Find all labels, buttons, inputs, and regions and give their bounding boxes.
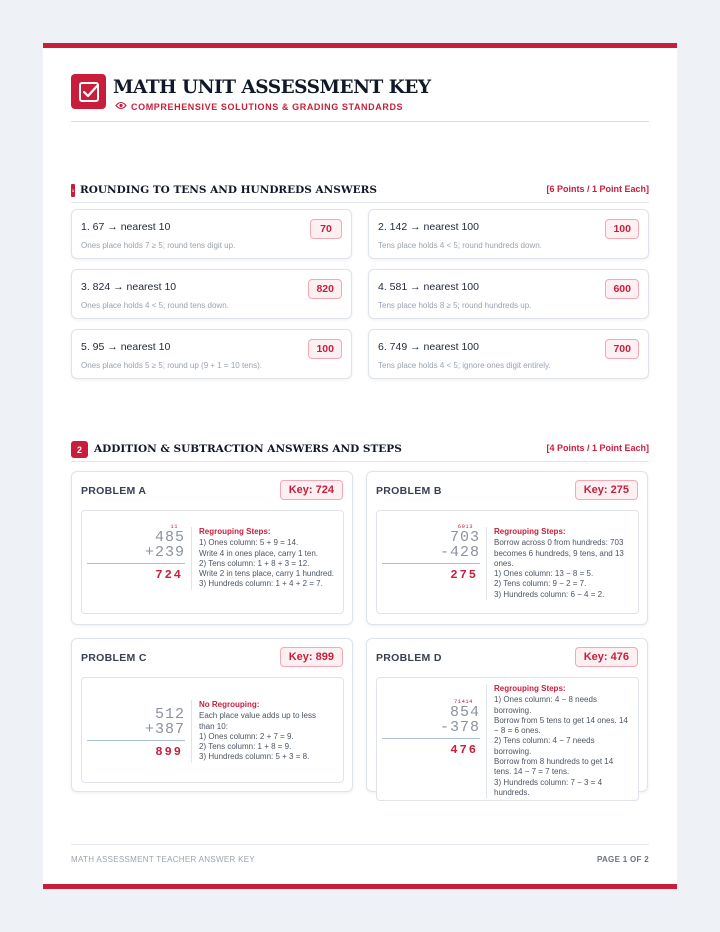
- rounding-question: 5. 95 → nearest 10: [81, 341, 171, 353]
- rounding-question: 6. 749 → nearest 100: [378, 341, 479, 353]
- answer-key-badge: Key: 275: [575, 480, 638, 500]
- result-number: 275: [450, 568, 478, 582]
- answer-pill: 820: [308, 279, 342, 299]
- footer-label: MATH ASSESSMENT TEACHER ANSWER KEY: [71, 855, 256, 864]
- page-subtitle: [115, 101, 403, 112]
- step-line: 3) Hundreds column: 7 − 3 = 4 hundreds.: [494, 777, 603, 797]
- rounding-note: Tens place holds 8 ≥ 5; round hundreds up.: [378, 301, 532, 310]
- step-line: Borrow across 0 from hundreds: 703 becomes 6 hundreds, 9 tens, and 13 ones.: [494, 538, 624, 568]
- problem-title: PROBLEM C: [81, 652, 147, 664]
- difference-line: [382, 563, 480, 564]
- result-number: 899: [155, 745, 183, 759]
- top-number: 854: [449, 704, 480, 721]
- rounding-note: Ones place holds 4 < 5; round tens down.: [81, 301, 229, 310]
- steps-text: [191, 527, 339, 590]
- eye-icon: [115, 101, 127, 112]
- rounding-note: Tens place holds 4 < 5; round hundreds down.: [378, 241, 542, 250]
- answer-key-badge: Key: 724: [280, 480, 343, 500]
- rounding-note: Ones place holds 7 ≥ 5; round tens digit up.: [81, 241, 236, 250]
- problem-card-a: [71, 471, 353, 625]
- step-line: 1) Ones column: 13 − 8 = 5.: [494, 569, 594, 579]
- borrow-digits: 6913: [457, 523, 473, 530]
- rounding-question: 1. 67 → nearest 10: [81, 221, 171, 233]
- step-line: Write 2 in tens place, carry 1 hundred.: [199, 569, 335, 579]
- rounding-note: Tens place holds 4 < 5; ignore ones digit entirely.: [378, 361, 551, 370]
- answer-pill: 100: [308, 339, 342, 359]
- steps-text: [191, 700, 321, 763]
- steps-heading: Regrouping Steps:: [494, 684, 566, 693]
- section-2-header: [71, 442, 649, 462]
- vertical-computation: [87, 707, 185, 758]
- sum-line: [87, 740, 185, 741]
- rounding-question: 2. 142 → nearest 100: [378, 221, 479, 233]
- problem-card-b: [366, 471, 648, 625]
- vertical-computation: [87, 523, 185, 581]
- step-line: 2) Tens column: 1 + 8 + 3 = 12.: [199, 558, 310, 568]
- vertical-computation: [382, 698, 480, 756]
- rounding-question: 4. 581 → nearest 100: [378, 281, 479, 293]
- answer-pill: 100: [605, 219, 639, 239]
- answer-key-badge: Key: 476: [575, 647, 638, 667]
- answer-pill: 700: [605, 339, 639, 359]
- steps-text: [486, 527, 634, 600]
- page-number: PAGE 1 OF 2: [596, 855, 649, 864]
- solution-box: [376, 677, 639, 801]
- bottom-number: -428: [439, 544, 480, 561]
- solution-box: [81, 677, 344, 783]
- subtitle-text: COMPREHENSIVE SOLUTIONS & GRADING STANDARDS: [131, 101, 404, 112]
- steps-heading: Regrouping Steps:: [494, 527, 566, 536]
- top-number: 485: [154, 529, 185, 546]
- bottom-number: -378: [439, 719, 480, 736]
- solution-box: [376, 510, 639, 614]
- rounding-card-2: [368, 209, 649, 259]
- section-2-title: ADDITION & SUBTRACTION ANSWERS AND STEPS: [94, 443, 402, 455]
- rounding-card-1: [71, 209, 352, 259]
- problem-title: PROBLEM B: [376, 485, 442, 497]
- step-line: 1) Ones column: 2 + 7 = 9.: [199, 731, 294, 741]
- borrow-digits: 71414: [453, 698, 473, 705]
- difference-line: [382, 738, 480, 739]
- bottom-number: +387: [144, 721, 185, 738]
- problem-card-d: [366, 638, 648, 797]
- rounding-card-5: [71, 329, 352, 379]
- step-line: Borrow from 8 hundreds to get 14 tens. 14 − 7 = 7 tens.: [494, 757, 614, 777]
- section-1-title: ROUNDING TO TENS AND HUNDREDS ANSWERS: [80, 184, 377, 196]
- section-2-number: 2: [71, 441, 88, 458]
- sum-line: [87, 563, 185, 564]
- checkbox-check-icon: [71, 74, 106, 109]
- step-line: Each place value adds up to less than 10:: [199, 711, 316, 731]
- problem-card-c: [71, 638, 353, 792]
- page-footer: [71, 844, 649, 864]
- result-number: 476: [450, 743, 478, 757]
- step-line: 3) Hundreds column: 5 + 3 = 8.: [199, 752, 310, 762]
- answer-key-page: [43, 43, 677, 889]
- step-line: 1) Ones column: 4 − 8 needs borrowing.: [494, 695, 597, 715]
- step-line: 1) Ones column: 5 + 9 = 14.: [199, 538, 299, 548]
- problem-title: PROBLEM A: [81, 485, 147, 497]
- answer-pill: 600: [605, 279, 639, 299]
- step-line: 2) Tens column: 9 − 2 = 7.: [494, 579, 587, 589]
- section-1-header: [71, 183, 649, 203]
- rounding-card-3: [71, 269, 352, 319]
- top-number: 512: [154, 706, 185, 723]
- steps-heading: No Regrouping:: [199, 700, 260, 709]
- bottom-number: +239: [144, 544, 185, 561]
- step-line: Write 4 in ones place, carry 1 ten.: [199, 548, 319, 558]
- rounding-card-6: [368, 329, 649, 379]
- step-line: 3) Hundreds column: 6 − 4 = 2.: [494, 589, 605, 599]
- step-line: 2) Tens column: 1 + 8 = 9.: [199, 742, 292, 752]
- section-1-number: 1: [71, 184, 75, 197]
- answer-key-badge: Key: 899: [280, 647, 343, 667]
- steps-heading: Regrouping Steps:: [199, 527, 271, 536]
- step-line: 2) Tens column: 4 − 7 needs borrowing.: [494, 736, 595, 756]
- page-title: MATH UNIT ASSESSMENT KEY: [113, 77, 431, 98]
- steps-text: [486, 684, 629, 798]
- step-line: Borrow from 5 tens to get 14 ones. 14 − 8 = 6 ones.: [494, 715, 628, 736]
- answer-pill: 70: [310, 219, 342, 239]
- rounding-card-4: [368, 269, 649, 319]
- problem-title: PROBLEM D: [376, 652, 442, 664]
- rounding-question: 3. 824 → nearest 10: [81, 281, 177, 293]
- section-2-points: [4 Points / 1 Point Each]: [546, 443, 649, 453]
- top-number: 703: [449, 529, 480, 546]
- step-line: 3) Hundreds column: 1 + 4 + 2 = 7.: [199, 579, 323, 589]
- section-1-points: [6 Points / 1 Point Each]: [546, 184, 649, 194]
- result-number: 724: [155, 568, 183, 582]
- vertical-computation: [382, 523, 480, 581]
- carry-digits: 11: [170, 523, 178, 530]
- rounding-note: Ones place holds 5 ≥ 5; round up (9 + 1 = 10 tens).: [81, 361, 262, 370]
- solution-box: [81, 510, 344, 614]
- page-header: [71, 74, 649, 122]
